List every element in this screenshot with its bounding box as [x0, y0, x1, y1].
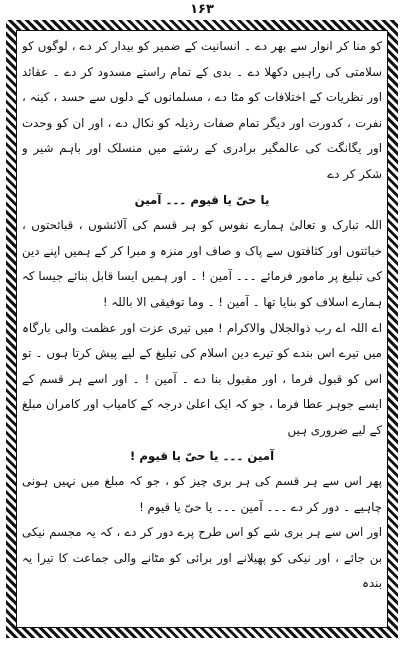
paragraph: اے اللہ اے رب ذوالجلال والاکرام ! میں تیری عزت اور عظمت والی بارگاہ میں تیرے اس بندے کو تیرے دین اسلام کی تبلیغ کے لیے پیش کرتا ہوں ۔ تو اس کو قبول فرما ، اور مقبول بنا دے ۔ آمین ! ۔ اور اسے ہر قسم کے ایسے جوہر عطا فرما ، جو کہ ایک اعلیٰ درجہ کے کامیاب اور کامران مبلغ کے لیے ضروری ہیں	[22, 320, 382, 437]
page-body	[22, 34, 382, 624]
page-number: ۱۶۳	[190, 2, 214, 17]
paragraph: اور اس سے ہر بری شے کو اس طرح پرے دور کر دے ، کہ یہ مجسم نیکی بن جائے ، اور نیکی کو پھیلانے اور برائی کو مٹانے والی جماعت کا تیرا یہ بندہ	[22, 525, 382, 591]
paragraph: پھر اس سے ہر قسم کی ہر بری چیز کو ، جو کہ مبلغ میں نہیں ہونی چاہیے ۔ دور کر دے ۔۔۔ آمین ۔۔۔ یا حیّ یا قیوم !	[22, 474, 382, 514]
invocation-line: آمین ۔۔۔ یا حیّ یا قیوم !	[129, 448, 275, 463]
paragraph: کو منا کر انوار سے بھر دے ۔ انسانیت کے ضمیر کو بیدار کر دے ، لوگوں کو سلامتی کی راہیں دکھلا دے ۔ بدی کے تمام راستے مسدود کر دے ۔ عقائد اور نظریات کے اختلافات کو مٹا دے ، مسلمانوں کے دلوں سے حسد ، کینہ ، نفرت ، کدورت اور دیگر تمام صفات رذیلہ کو نکال دے ، اور ان کو وحدت اور یگانگت کی عالمگیر برادری کے رشتے میں منسلک اور باہم شیر و شکر کر دے	[22, 39, 382, 181]
paragraph: اللہ تبارک و تعالیٰ ہمارے نفوس کو ہر قسم کی آلائشوں ، قبائحتوں ، خباثتوں اور کثافتوں سے پاک و صاف اور منزہ و مبرا کر کے ہمیں اپنے دین کی تبلیغ پر مامور فرمائے ۔۔۔ آمین ! ۔ اور ہمیں ایسا قابل بنائے جیسا کہ ہمارے اسلاف کو بنایا تھا ۔ آمین ! ۔ وما توفیقی الا باللہ !	[22, 218, 382, 309]
invocation-line: یا حیّ یا قیوم ۔۔۔ آمین	[134, 192, 270, 207]
